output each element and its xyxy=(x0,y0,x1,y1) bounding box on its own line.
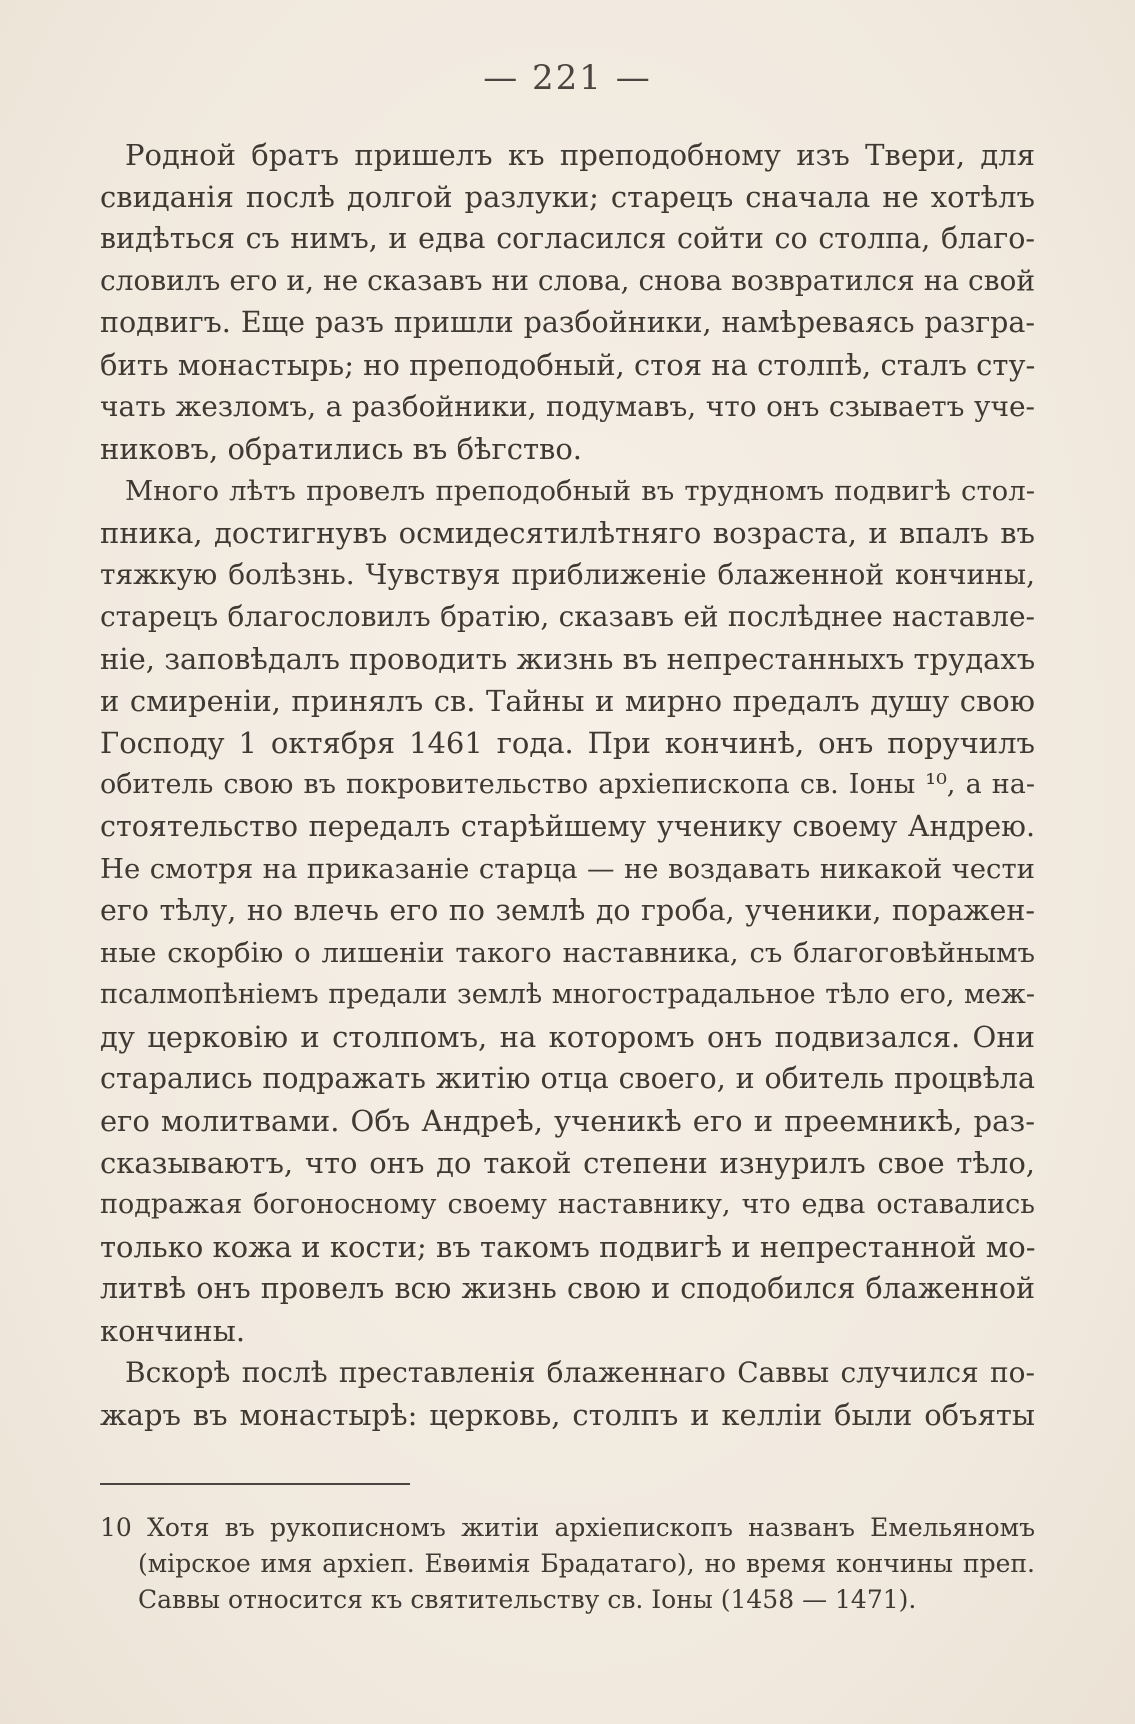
text-line: стоятельство передалъ старѣйшему ученику своему Андрею. xyxy=(100,810,1035,843)
text-line: свиданія послѣ долгой разлуки; старецъ сначала не хотѣлъ xyxy=(100,180,1035,214)
footnote-line: Саввы относится къ святительству св. Іоны (1458 — 1471). xyxy=(138,1585,917,1614)
text-line: литвѣ онъ провелъ всю жизнь свою и сподобился блаженной xyxy=(100,1272,1035,1305)
text-line: ду церковію и столпомъ, на которомъ онъ подвизался. Они xyxy=(100,1020,1035,1054)
text-line: его молитвами. Объ Андреѣ, ученикѣ его и преемникѣ, раз- xyxy=(100,1104,1035,1138)
text-line: тяжкую болѣзнь. Чувствуя приближеніе блаженной кончины, xyxy=(100,558,1035,591)
footnote-line: 10 Хотя въ рукописномъ житіи архіепископъ названъ Емельяномъ xyxy=(100,1513,1035,1542)
text-line: жаръ въ монастырѣ: церковь, столпъ и келліи были объяты xyxy=(100,1398,1035,1432)
text-line: ные скорбію о лишеніи такого наставника, съ благоговѣйнымъ xyxy=(100,937,1035,969)
footnote-line: (мірское имя архіеп. Евѳимія Брадатаго), но время кончины преп. xyxy=(138,1549,1035,1578)
text-line: старецъ благословилъ братію, сказавъ ей послѣднее наставле- xyxy=(100,600,1035,633)
text-line: Господу 1 октября 1461 года. При кончинѣ, онъ поручилъ xyxy=(100,726,1035,760)
text-line: сказываютъ, что онъ до такой степени изнурилъ свое тѣло, xyxy=(100,1146,1035,1180)
text-line: только кожа и кости; въ такомъ подвигѣ и непрестанной мо- xyxy=(100,1230,1036,1264)
footnote-divider xyxy=(100,1483,410,1485)
text-line: чать жезломъ, а разбойники, подумавъ, что онъ сзываетъ уче- xyxy=(100,390,1035,423)
text-line: подражая богоносному своему наставнику, что едва оставались xyxy=(100,1189,1035,1220)
text-line: кончины. xyxy=(100,1314,246,1348)
text-line: его тѣлу, но влечь его по землѣ до гроба, ученики, поражен- xyxy=(100,894,1035,927)
text-line: Родной братъ пришелъ къ преподобному изъ Твери, для xyxy=(125,138,1035,172)
text-line: подвигъ. Еще разъ пришли разбойники, намѣреваясь разгра- xyxy=(100,306,1035,339)
page-number: — 221 — xyxy=(483,58,652,98)
text-line: бить монастырь; но преподобный, стоя на столпѣ, сталъ сту- xyxy=(100,348,1036,382)
text-line: словилъ его и, не сказавъ ни слова, снова возвратился на свой xyxy=(100,264,1035,297)
text-line: пника, достигнувъ осмидесятилѣтняго возраста, и впалъ въ xyxy=(100,516,1035,550)
text-line: старались подражать житію отца своего, и обитель процвѣла xyxy=(100,1062,1035,1095)
text-line: Не смотря на приказаніе старца — не воздавать никакой чести xyxy=(100,853,1035,885)
text-line: Вскорѣ послѣ преставленія блаженнаго Саввы случился по- xyxy=(125,1356,1035,1389)
text-line: обитель свою въ покровительство архіепископа св. Іоны ¹⁰, а на- xyxy=(100,769,1035,800)
text-line: Много лѣтъ провелъ преподобный въ трудномъ подвигѣ стол- xyxy=(125,475,1035,507)
text-line: ніе, заповѣдалъ проводить жизнь въ непрестанныхъ трудахъ xyxy=(100,642,1036,676)
text-line: псалмопѣніемъ предали землѣ многострадальное тѣло его, меж- xyxy=(100,979,1035,1010)
text-line: и смиреніи, принялъ св. Тайны и мирно предалъ душу свою xyxy=(100,684,1035,718)
text-line: никовъ, обратились въ бѣгство. xyxy=(100,432,583,466)
text-line: видѣться съ нимъ, и едва согласился сойти со столпа, благо- xyxy=(100,222,1035,255)
